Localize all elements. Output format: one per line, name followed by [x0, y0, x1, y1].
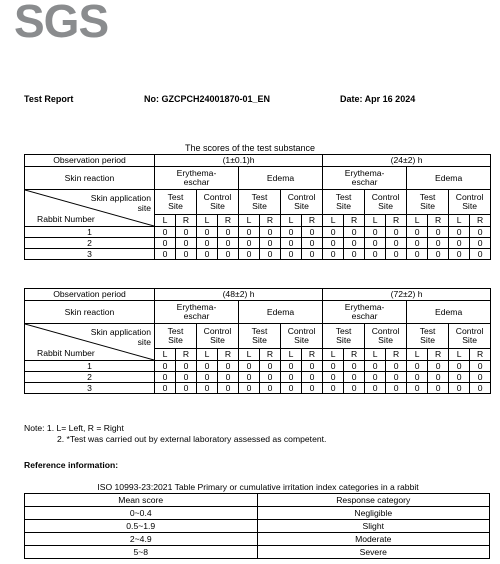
score-cell: 0 [407, 383, 428, 394]
test-site-header: Test Site [155, 324, 197, 349]
score-cell: 0 [344, 238, 365, 249]
edema-header: Edema [239, 167, 323, 190]
report-title: Test Report [24, 94, 74, 104]
right-header: R [302, 215, 323, 227]
score-cell: 0 [344, 372, 365, 383]
left-header: L [365, 349, 386, 361]
table-row [25, 507, 490, 520]
left-header: L [281, 349, 302, 361]
score-cell: 0 [197, 383, 218, 394]
score-cell: 0 [197, 361, 218, 372]
score-cell: 0 [386, 383, 407, 394]
response-category: Negligible [257, 507, 490, 520]
report-date: Date: Apr 16 2024 [340, 94, 416, 104]
left-header: L [239, 215, 260, 227]
diagonal-header-cell [25, 190, 155, 227]
score-cell: 0 [155, 361, 176, 372]
right-header: R [176, 349, 197, 361]
left-header: L [155, 349, 176, 361]
test-site-header: Test Site [155, 190, 197, 215]
erythema-eschar-header: Erythema- eschar [155, 167, 239, 190]
right-header: R [428, 215, 449, 227]
test-site-header: Test Site [407, 324, 449, 349]
score-cell: 0 [449, 227, 470, 238]
col-mean-score: Mean score [25, 494, 258, 507]
right-header: R [176, 215, 197, 227]
score-cell: 0 [386, 372, 407, 383]
score-cell: 0 [218, 361, 239, 372]
scores-table-1 [24, 154, 491, 260]
score-cell: 0 [344, 249, 365, 260]
score-cell: 0 [155, 227, 176, 238]
right-header: R [218, 349, 239, 361]
control-site-header: Control Site [365, 190, 407, 215]
score-cell: 0 [323, 238, 344, 249]
test-site-header: Test Site [239, 324, 281, 349]
score-cell: 0 [239, 238, 260, 249]
right-header: R [470, 215, 491, 227]
score-cell: 0 [365, 361, 386, 372]
sgs-logo [14, 0, 144, 42]
score-cell: 0 [302, 383, 323, 394]
score-cell: 0 [260, 361, 281, 372]
right-header: R [218, 215, 239, 227]
period-row [25, 289, 491, 301]
left-header: L [281, 215, 302, 227]
score-cell: 0 [344, 361, 365, 372]
score-cell: 0 [218, 249, 239, 260]
table-row [25, 372, 491, 383]
response-category: Slight [257, 520, 490, 533]
score-cell: 0 [218, 372, 239, 383]
response-category: Moderate [257, 533, 490, 546]
obs-period-label: Observation period [25, 155, 155, 167]
score-cell: 0 [218, 227, 239, 238]
score-cell: 0 [449, 372, 470, 383]
skin-reaction-row [25, 167, 491, 190]
score-cell: 0 [428, 227, 449, 238]
score-cell: 0 [302, 361, 323, 372]
score-cell: 0 [470, 227, 491, 238]
score-cell: 0 [218, 383, 239, 394]
score-cell: 0 [365, 372, 386, 383]
rabbit-number: 1 [25, 227, 155, 238]
reference-table [24, 493, 490, 559]
score-cell: 0 [260, 383, 281, 394]
score-cell: 0 [197, 372, 218, 383]
rabbit-number: 2 [25, 238, 155, 249]
svg-text:SGS: SGS [14, 0, 109, 42]
score-cell: 0 [365, 383, 386, 394]
score-cell: 0 [428, 249, 449, 260]
edema-header: Edema [239, 301, 323, 324]
control-site-header: Control Site [197, 190, 239, 215]
score-cell: 0 [386, 249, 407, 260]
score-cell: 0 [239, 227, 260, 238]
skin-application-site-label: Skin application site [90, 327, 151, 347]
report-number: No: GZCPCH24001870-01_EN [144, 94, 271, 104]
score-cell: 0 [470, 372, 491, 383]
score-cell: 0 [176, 249, 197, 260]
score-cell: 0 [260, 372, 281, 383]
score-cell: 0 [176, 227, 197, 238]
table-row [25, 249, 491, 260]
right-header: R [344, 215, 365, 227]
test-site-header: Test Site [323, 190, 365, 215]
mean-score: 2~4.9 [25, 533, 258, 546]
score-cell: 0 [281, 372, 302, 383]
score-cell: 0 [260, 227, 281, 238]
score-cell: 0 [449, 383, 470, 394]
score-cell: 0 [155, 383, 176, 394]
score-cell: 0 [176, 238, 197, 249]
table-row [25, 520, 490, 533]
left-header: L [323, 215, 344, 227]
score-cell: 0 [323, 249, 344, 260]
rabbit-number: 2 [25, 372, 155, 383]
score-cell: 0 [428, 238, 449, 249]
left-header: L [239, 349, 260, 361]
left-header: L [449, 215, 470, 227]
control-site-header: Control Site [281, 324, 323, 349]
mean-score: 5~8 [25, 546, 258, 559]
score-cell: 0 [302, 249, 323, 260]
scores-table-2 [24, 288, 491, 394]
score-cell: 0 [365, 227, 386, 238]
skin-application-site-label: Skin application site [90, 193, 151, 213]
left-header: L [197, 215, 218, 227]
control-site-header: Control Site [281, 190, 323, 215]
right-header: R [386, 215, 407, 227]
score-cell: 0 [302, 227, 323, 238]
mean-score: 0~0.4 [25, 507, 258, 520]
erythema-eschar-header: Erythema- eschar [323, 301, 407, 324]
score-cell: 0 [470, 383, 491, 394]
score-cell: 0 [281, 238, 302, 249]
right-header: R [260, 215, 281, 227]
table-row [25, 361, 491, 372]
right-header: R [344, 349, 365, 361]
score-cell: 0 [155, 249, 176, 260]
right-header: R [260, 349, 281, 361]
control-site-header: Control Site [449, 190, 491, 215]
skin-reaction-label: Skin reaction [25, 167, 155, 190]
note-line-2: 2. *Test was carried out by external laboratory assessed as competent. [57, 434, 327, 444]
test-site-header: Test Site [239, 190, 281, 215]
score-cell: 0 [281, 249, 302, 260]
score-cell: 0 [407, 238, 428, 249]
score-cell: 0 [470, 249, 491, 260]
rabbit-number: 3 [25, 383, 155, 394]
site-row [25, 324, 491, 349]
score-cell: 0 [449, 238, 470, 249]
score-cell: 0 [470, 238, 491, 249]
period-label: (1±0.1)h [155, 155, 323, 167]
score-cell: 0 [428, 372, 449, 383]
score-cell: 0 [218, 238, 239, 249]
scores-caption: The scores of the test substance [184, 143, 316, 153]
score-cell: 0 [428, 383, 449, 394]
right-header: R [470, 349, 491, 361]
score-cell: 0 [197, 227, 218, 238]
score-cell: 0 [407, 227, 428, 238]
rabbit-number-label: Rabbit Number [37, 214, 95, 224]
score-cell: 0 [449, 249, 470, 260]
score-cell: 0 [281, 383, 302, 394]
reference-caption: ISO 10993-23:2021 Table Primary or cumulative irritation index categories in a rabbit [97, 482, 419, 492]
control-site-header: Control Site [197, 324, 239, 349]
score-cell: 0 [281, 227, 302, 238]
left-header: L [365, 215, 386, 227]
score-cell: 0 [428, 361, 449, 372]
table-row [25, 546, 490, 559]
score-cell: 0 [176, 372, 197, 383]
right-header: R [386, 349, 407, 361]
mean-score: 0.5~1.9 [25, 520, 258, 533]
left-header: L [323, 349, 344, 361]
score-cell: 0 [344, 227, 365, 238]
score-cell: 0 [323, 227, 344, 238]
score-cell: 0 [449, 361, 470, 372]
score-cell: 0 [365, 238, 386, 249]
score-cell: 0 [407, 361, 428, 372]
score-cell: 0 [155, 372, 176, 383]
right-header: R [428, 349, 449, 361]
erythema-eschar-header: Erythema- eschar [323, 167, 407, 190]
erythema-eschar-header: Erythema- eschar [155, 301, 239, 324]
score-cell: 0 [386, 227, 407, 238]
score-cell: 0 [302, 238, 323, 249]
score-cell: 0 [260, 238, 281, 249]
score-cell: 0 [344, 383, 365, 394]
right-header: R [302, 349, 323, 361]
left-header: L [449, 349, 470, 361]
test-site-header: Test Site [323, 324, 365, 349]
score-cell: 0 [197, 238, 218, 249]
score-cell: 0 [197, 249, 218, 260]
note-line-1: Note: 1. L= Left, R = Right [24, 423, 124, 433]
left-header: L [197, 349, 218, 361]
obs-period-label: Observation period [25, 289, 155, 301]
col-response-category: Response category [257, 494, 490, 507]
score-cell: 0 [239, 361, 260, 372]
score-cell: 0 [323, 361, 344, 372]
score-cell: 0 [239, 249, 260, 260]
period-label: (72±2) h [323, 289, 491, 301]
period-label: (48±2) h [155, 289, 323, 301]
edema-header: Edema [407, 167, 491, 190]
score-cell: 0 [239, 372, 260, 383]
score-cell: 0 [386, 361, 407, 372]
score-cell: 0 [365, 249, 386, 260]
reference-header-row [25, 494, 490, 507]
table-row [25, 533, 490, 546]
score-cell: 0 [407, 249, 428, 260]
period-label: (24±2) h [323, 155, 491, 167]
edema-header: Edema [407, 301, 491, 324]
skin-reaction-label: Skin reaction [25, 301, 155, 324]
score-cell: 0 [386, 238, 407, 249]
rabbit-number-label: Rabbit Number [37, 348, 95, 358]
left-header: L [407, 215, 428, 227]
score-cell: 0 [281, 361, 302, 372]
test-site-header: Test Site [407, 190, 449, 215]
score-cell: 0 [407, 372, 428, 383]
rabbit-number: 1 [25, 361, 155, 372]
response-category: Severe [257, 546, 490, 559]
skin-reaction-row [25, 301, 491, 324]
score-cell: 0 [323, 383, 344, 394]
score-cell: 0 [470, 361, 491, 372]
score-cell: 0 [176, 361, 197, 372]
reference-heading: Reference information: [24, 460, 119, 470]
score-cell: 0 [302, 372, 323, 383]
score-cell: 0 [155, 238, 176, 249]
site-row [25, 190, 491, 215]
left-header: L [407, 349, 428, 361]
rabbit-number: 3 [25, 249, 155, 260]
diagonal-header-cell [25, 324, 155, 361]
control-site-header: Control Site [365, 324, 407, 349]
score-cell: 0 [239, 383, 260, 394]
left-header: L [155, 215, 176, 227]
table-row [25, 227, 491, 238]
score-cell: 0 [323, 372, 344, 383]
period-row [25, 155, 491, 167]
score-cell: 0 [260, 249, 281, 260]
control-site-header: Control Site [449, 324, 491, 349]
table-row [25, 383, 491, 394]
score-cell: 0 [176, 383, 197, 394]
table-row [25, 238, 491, 249]
